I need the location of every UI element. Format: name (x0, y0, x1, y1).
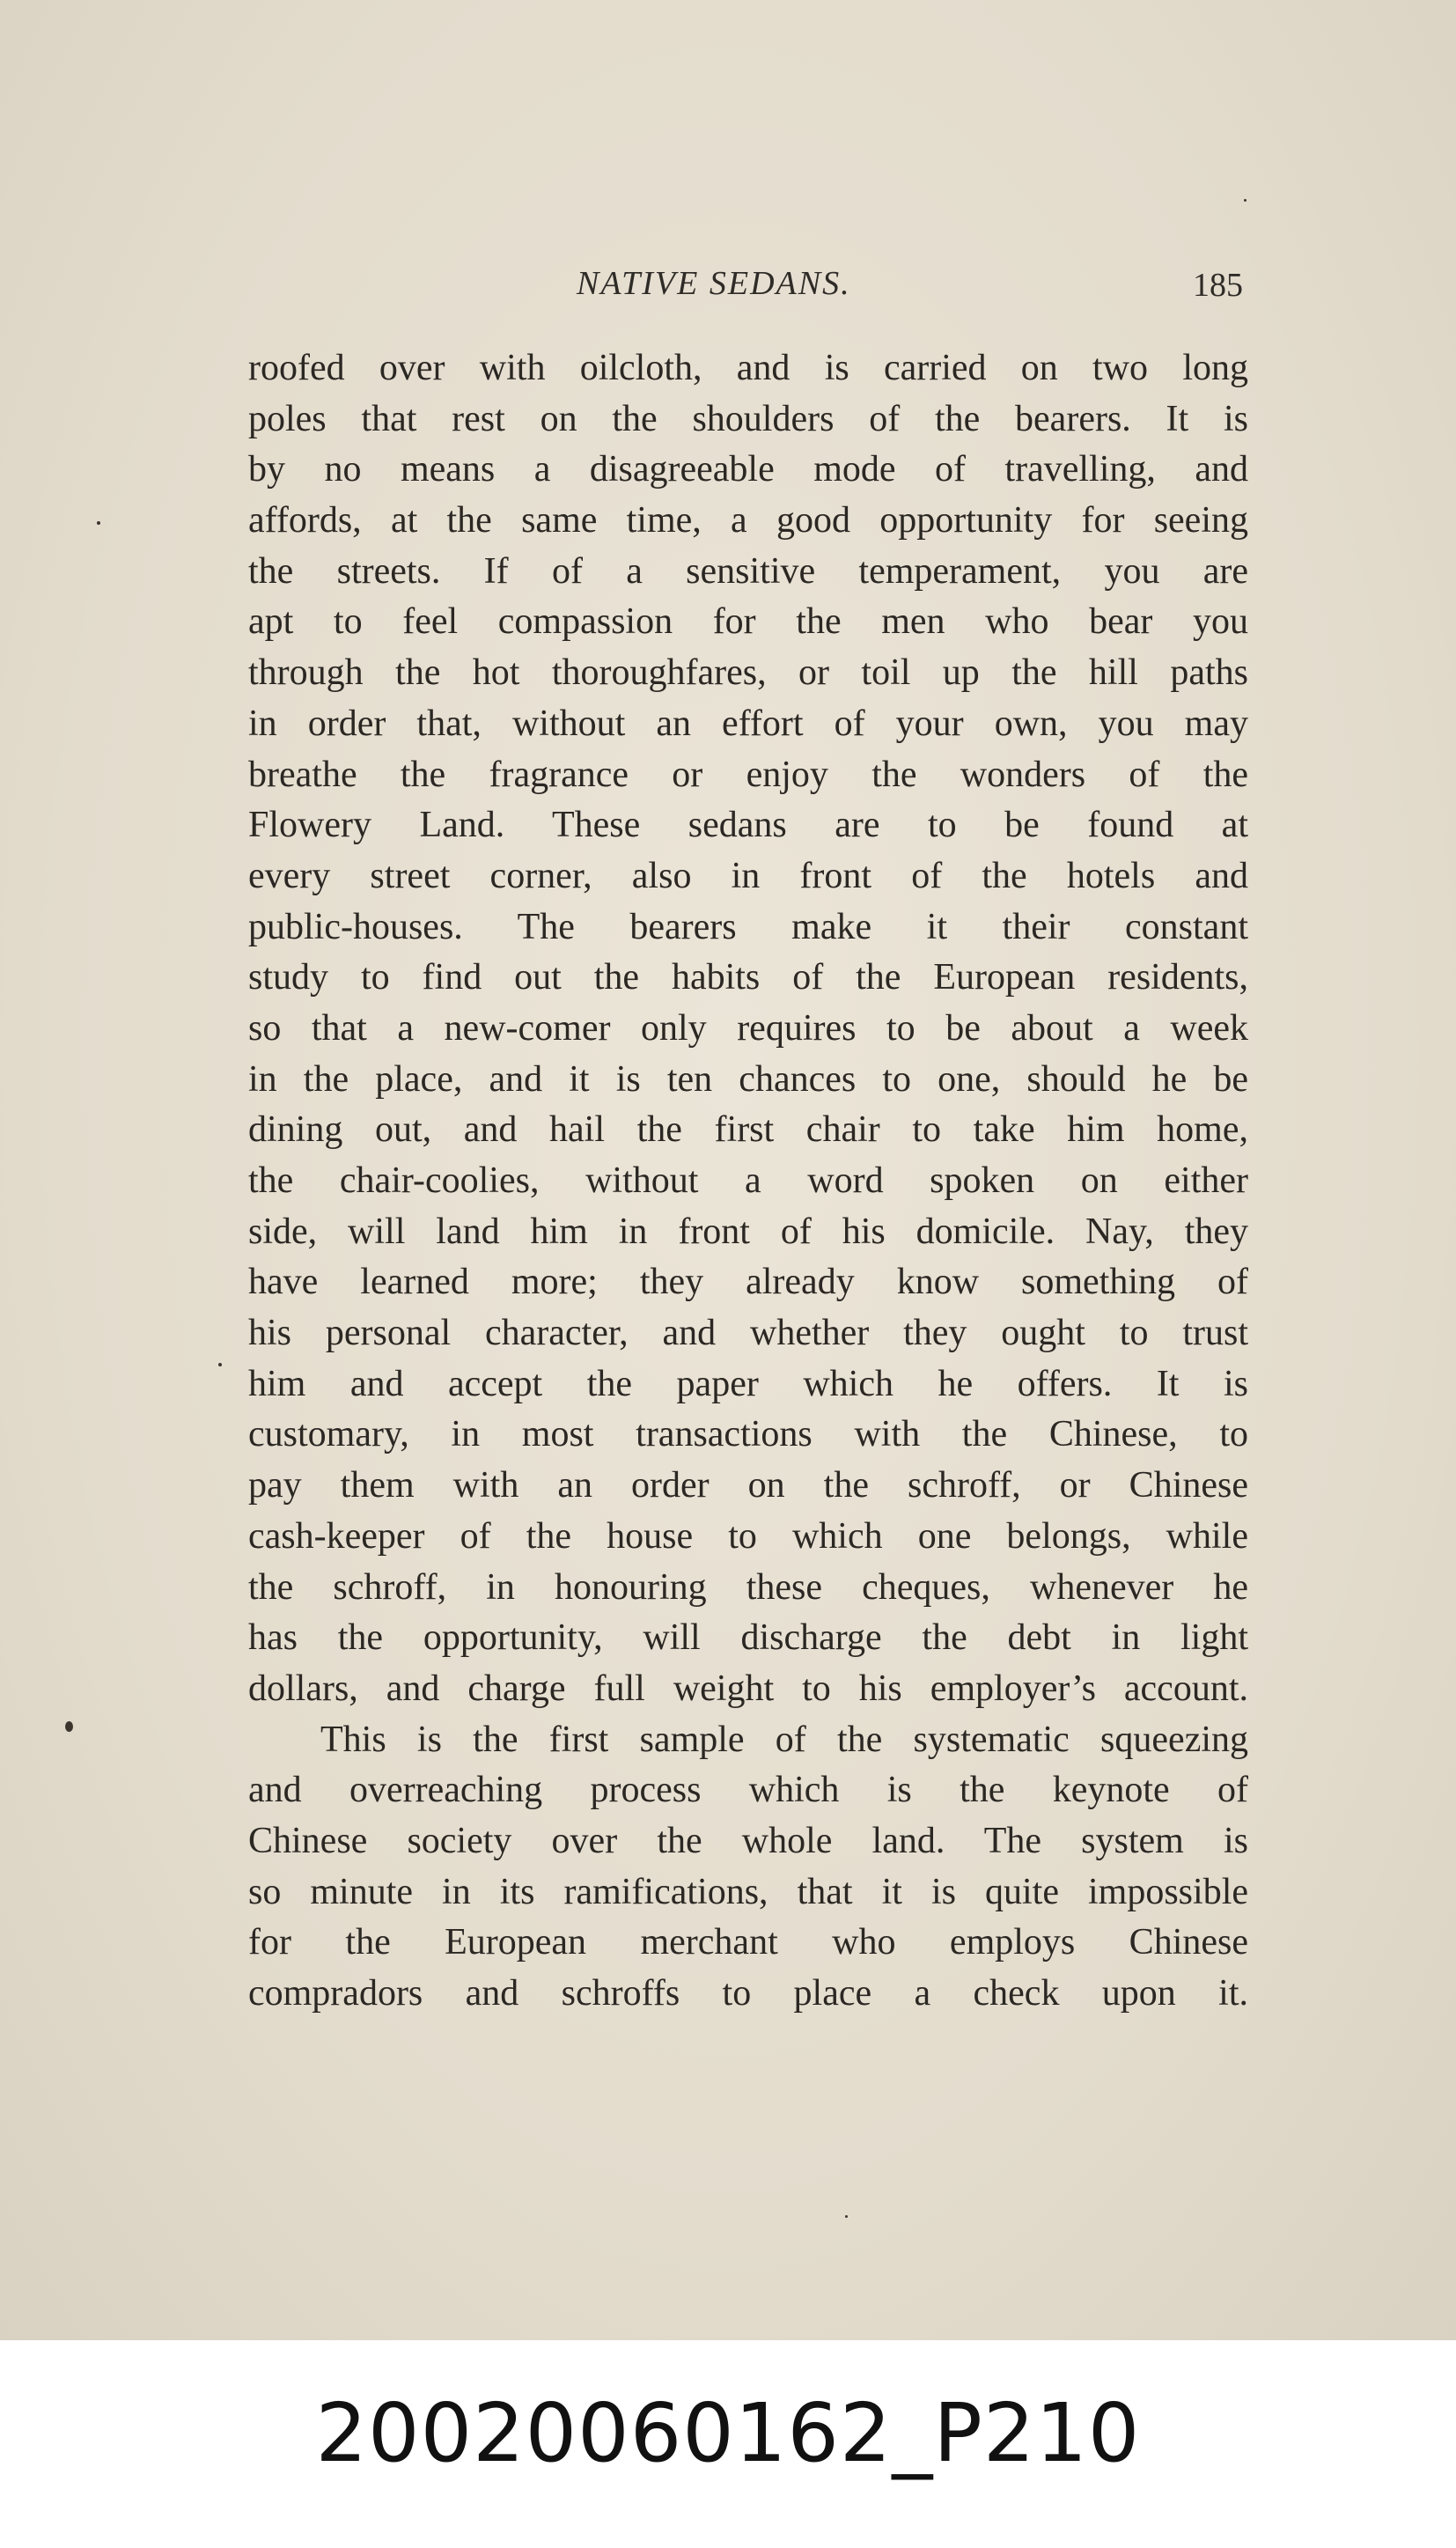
text-line: every street corner, also in front of the hotels and (248, 855, 1248, 896)
text-line: the chair-coolies, without a word spoken on either (248, 1160, 1248, 1201)
text-line: and overreaching process which is the keynote of (248, 1770, 1248, 1811)
text-line: so that a new-comer only requires to be about a week (248, 1007, 1248, 1049)
archive-identifier: 20020060162_P210 (315, 2386, 1141, 2480)
text-line: study to find out the habits of the European residents, (248, 957, 1248, 998)
text-line: side, will land him in front of his domicile. Nay, they (248, 1211, 1248, 1252)
text-line: by no means a disagreeable mode of travelling, and (248, 449, 1248, 490)
text-line: Chinese society over the whole land. The system is (248, 1820, 1248, 1861)
text-line: the schroff, in honouring these cheques, whenever he (248, 1566, 1248, 1608)
text-line: dining out, and hail the first chair to take him home, (248, 1109, 1248, 1151)
ink-speck (65, 1721, 73, 1732)
body-text (248, 343, 1248, 2020)
text-line: roofed over with oilcloth, and is carried on two long (248, 348, 1248, 388)
text-line: dollars, and charge full weight to his employer’s account. (248, 1668, 1248, 1709)
ink-speck (845, 2215, 848, 2218)
ink-speck (97, 521, 100, 525)
text-line: through the hot thoroughfares, or toil up the hill paths (248, 652, 1248, 694)
text-line: breathe the fragrance or enjoy the wonders of the (248, 754, 1248, 795)
text-line: in order that, without an effort of your own, you may (248, 703, 1248, 744)
text-line: him and accept the paper which he offers. It is (248, 1363, 1248, 1404)
running-title: NATIVE SEDANS. (577, 265, 851, 302)
text-line: customary, in most transactions with the Chinese, to (248, 1414, 1248, 1455)
text-line: pay them with an order on the schroff, or Chinese (248, 1465, 1248, 1506)
text-line: the streets. If of a sensitive temperament, you are (248, 550, 1248, 592)
page-number: 185 (1193, 267, 1243, 304)
text-line: compradors and schroffs to place a check upon it. (248, 1973, 1248, 2014)
ink-speck (1244, 199, 1246, 202)
text-line: apt to feel compassion for the men who bear you (248, 601, 1248, 643)
text-line: for the European merchant who employs Chinese (248, 1922, 1248, 1963)
text-line: cash-keeper of the house to which one belongs, while (248, 1515, 1248, 1557)
running-head (0, 264, 1456, 317)
text-line: poles that rest on the shoulders of the bearers. It is (248, 398, 1248, 439)
text-line: has the opportunity, will discharge the debt in light (248, 1617, 1248, 1659)
text-line: so minute in its ramifications, that it is quite impossible (248, 1871, 1248, 1912)
text-line: Flowery Land. These sedans are to be found at (248, 805, 1248, 846)
text-line: have learned more; they already know something of (248, 1262, 1248, 1303)
text-line: affords, at the same time, a good opportunity for seeing (248, 500, 1248, 541)
text-line: in the place, and it is ten chances to one, should he be (248, 1058, 1248, 1100)
paragraph-start-line: This is the first sample of the systematic squeezing (320, 1719, 1248, 1760)
ink-speck (218, 1363, 222, 1366)
text-line: public-houses. The bearers make it their constant (248, 906, 1248, 947)
text-line: his personal character, and whether they ought to trust (248, 1313, 1248, 1354)
